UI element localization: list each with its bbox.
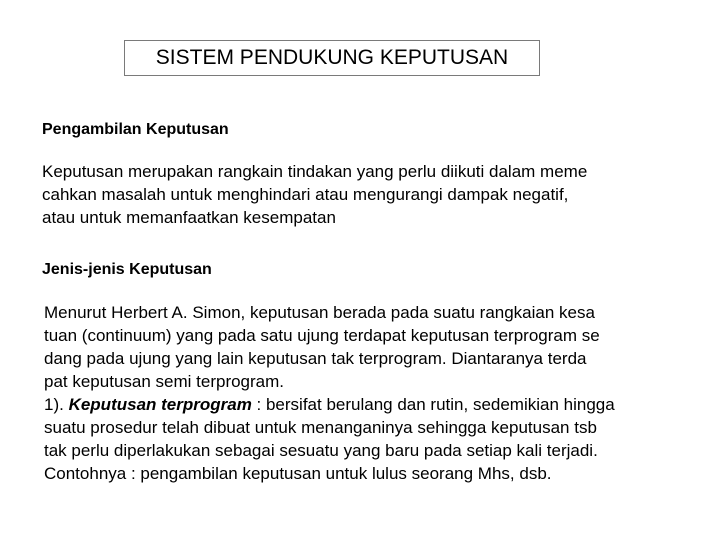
- page-title: SISTEM PENDUKUNG KEPUTUSAN: [124, 40, 540, 76]
- section-paragraph-jenis: [44, 301, 615, 485]
- list-item-number: 1).: [44, 395, 69, 414]
- paragraph-line: Menurut Herbert A. Simon, keputusan berada pada suatu rangkaian kesa: [44, 303, 595, 322]
- list-item-description: : bersifat berulang dan rutin, sedemikian hingga: [251, 395, 615, 414]
- section-paragraph-pengambilan: [42, 160, 587, 229]
- list-item-keputusan-terprogram: [44, 393, 615, 416]
- section-heading-pengambilan: Pengambilan Keputusan: [42, 121, 229, 138]
- paragraph-line: tak perlu diperlakukan sebagai sesuatu yang baru pada setiap kali terjadi.: [44, 441, 598, 460]
- paragraph-line: atau untuk memanfaatkan kesempatan: [42, 208, 336, 227]
- paragraph-line: Keputusan merupakan rangkain tindakan yang perlu diikuti dalam meme: [42, 162, 588, 181]
- paragraph-line: dang pada ujung yang lain keputusan tak terprogram. Diantaranya terda: [44, 349, 587, 368]
- paragraph-line: Contohnya : pengambilan keputusan untuk lulus seorang Mhs, dsb.: [44, 464, 552, 483]
- paragraph-line: tuan (continuum) yang pada satu ujung terdapat keputusan terprogram se: [44, 326, 600, 345]
- list-item-term: Keputusan terprogram: [68, 395, 252, 414]
- paragraph-line: pat keputusan semi terprogram.: [44, 372, 285, 391]
- section-heading-jenis: Jenis-jenis Keputusan: [42, 261, 212, 278]
- paragraph-line: cahkan masalah untuk menghindari atau mengurangi dampak negatif,: [42, 185, 569, 204]
- paragraph-line: suatu prosedur telah dibuat untuk menanganinya sehingga keputusan tsb: [44, 418, 597, 437]
